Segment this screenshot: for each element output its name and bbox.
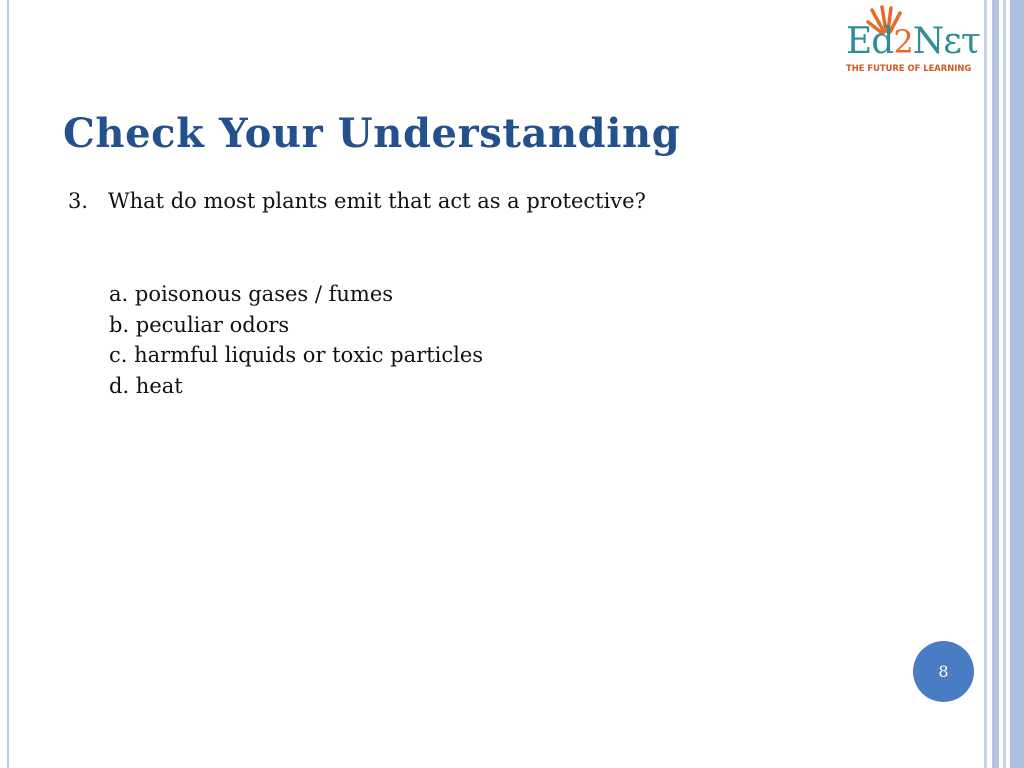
option-c: c. harmful liquids or toxic particles [109, 343, 484, 367]
logo-tagline: THE FUTURE OF LEARNING [846, 63, 972, 73]
question [68, 186, 646, 216]
question-number: 3. [68, 189, 89, 213]
left-border-line [7, 0, 9, 768]
logo-wordmark: Ed2Nετ [846, 21, 980, 62]
page-number-badge [913, 641, 974, 702]
option-a: a. poisonous gases / fumes [109, 282, 394, 306]
question-text: What do most plants emit that act as a protective? [108, 189, 646, 213]
ed2net-logo [838, 4, 984, 76]
page-number: 8 [938, 662, 949, 681]
option-d: d. heat [109, 373, 183, 398]
option-b: b. peculiar odors [109, 312, 290, 337]
slide-title: Check Your Understanding [63, 110, 681, 157]
answer-options [109, 279, 483, 401]
right-border-band [984, 0, 1024, 768]
